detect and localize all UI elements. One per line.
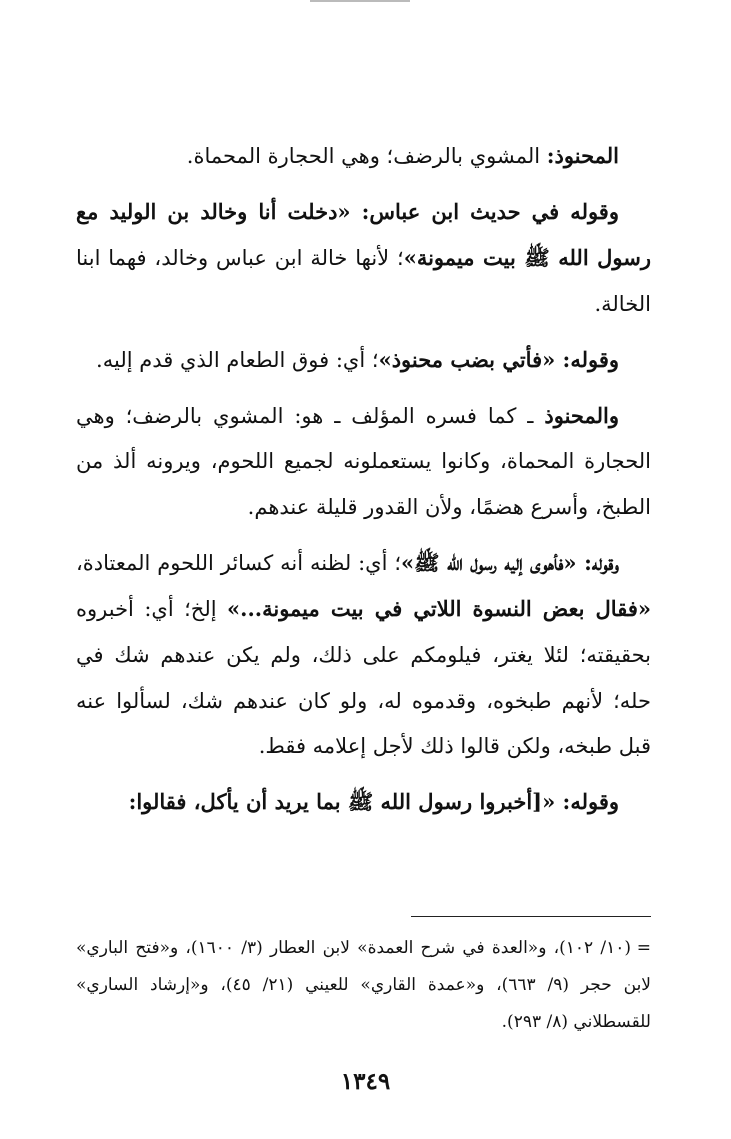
page-number: ١٣٤٩ <box>340 1068 391 1095</box>
top-rule <box>310 0 410 8</box>
term-bold: المحنوذ: <box>546 143 619 168</box>
footnote-continuation-mark: = <box>636 938 651 958</box>
hadith-quote: «[أخبروا رسول الله ﷺ بما يريد أن يأكل، فقالوا: <box>128 789 556 815</box>
hadith-quote: «فأتي بضب محنوذ» <box>378 346 556 372</box>
footnotes <box>76 930 651 1041</box>
footnote-text: (١٠/ ١٠٢)، و«العدة في شرح العمدة» لابن العطار (٣/ ١٦٠٠)، و«فتح الباري» لابن حجر (٩/ ٦٦٣)، و«عمدة القاري» للعيني (٢١/ ٤٥)، و«إرشاد الساري» للقسطلاني (٨/ ٢٩٣). <box>76 938 651 1032</box>
main-text <box>76 133 651 826</box>
footnote-rule <box>411 916 651 917</box>
hadith-quote: «دخلت أنا وخالد بن الوليد مع رسول الله ﷺ بيت ميمونة» <box>76 198 652 271</box>
commentary: ؛ لأنها خالة ابن عباس وخالد، فهما ابنا الخالة. <box>76 246 651 317</box>
paragraph-ahwa <box>76 540 651 771</box>
commentary: ـ كما فسره المؤلف ـ هو: المشوي بالرضف؛ وهي الحجارة المحماة، وكانوا يستعملونه لجميع اللحوم، ويرونه ألذ من الطبخ، وأسرع هضمًا، ولأن القدور قليلة عندهم. <box>76 403 651 519</box>
paragraph-akhbiru <box>76 779 651 826</box>
commentary: ؛ أي: فوق الطعام الذي قدم إليه. <box>96 347 379 372</box>
commentary-2: إلخ؛ أي: أخبروه بحقيقته؛ لئلا يغتر، فيلومكم على ذلك، ولم يكن عندهم شك في حله؛ لأنهم طبخوه، وقدموه له، ولو كان عندهم شك، لسألوا عنه قبل طبخه، ولكن قالوا ذلك لأجل إعلامه فقط. <box>76 597 651 759</box>
lead-bold: وقوله في حديث ابن عباس: <box>350 198 619 224</box>
paragraph-mahnudh <box>76 393 651 531</box>
lead-bold: وقوله: <box>576 549 620 575</box>
lead-bold: وقوله: <box>555 789 619 815</box>
commentary: ؛ أي: لظنه أنه كسائر اللحوم المعتادة، <box>76 550 402 575</box>
hadith-quote-2: «فقال بعض النسوة اللاتي في بيت ميمونة...» <box>227 596 651 622</box>
footnote-item <box>76 930 651 1041</box>
hadith-quote: «فأهوى إليه رسول الله ﷺ» <box>401 549 577 575</box>
paragraph-dabb <box>76 337 651 384</box>
term-definition: المشوي بالرضف؛ وهي الحجارة المحماة. <box>186 144 547 168</box>
term-bold: والمحنوذ <box>544 402 619 428</box>
paragraph-definition <box>76 133 651 180</box>
paragraph-ibn-abbas <box>76 189 651 328</box>
lead-bold: وقوله: <box>555 346 619 372</box>
